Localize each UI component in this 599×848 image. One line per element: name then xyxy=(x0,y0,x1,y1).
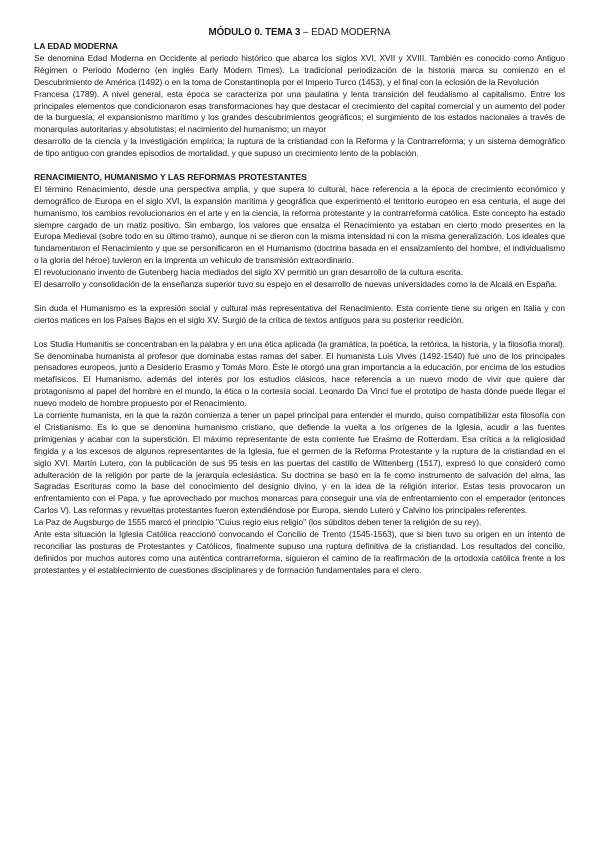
document-page xyxy=(34,26,565,577)
paragraph: Los Studia Humanitis se concentraban en la palabra y en una ética aplicada (la gramática, la poética, la retórica, la historia, y la filosofía moral). Se denominaba humanista al profesor que dominaba estas ramas del saber. El humanista Luis Vives (1492-1540) fue uno de los principales pensadores europeos, junto a Desiderio Erasmo y Tomás Moro. Éste le otorgó una gran importancia a la educación, por encima de los estudios metafísicos. El Humanismo, además del interés por los estudios clásicos, hace referencia a un nuevo modo de vivir que quiere dar protagonismo al papel del hombre en el mundo, la ética o la cortesía social. Leonardo Da Vinci fue el prototipo de hasta dónde puede llegar el nuevo modelo de hombre propuesto por el Renacimiento. xyxy=(34,338,565,409)
paragraph: La corriente humanista, en la que la razón comienza a tener un papel principal para entender el mundo, quiso compatibilizar esta filosofía con el Cristianismo. Es lo que se denomina humanismo cristiano, que defiende la vuelta a los orígenes de la Iglesia, acudir a las fuentes primigenias y acabar con la superstición. El máximo representante de esta corriente fue Erasmo de Rotterdam. Esa crítica a la religiosidad fingida y a los excesos de algunos representantes de la Iglesia, fue el germen de la Reforma Protestante y la ruptura de la cristiandad en el siglo XVI. Martín Lutero, con la publicación de sus 95 tesis en las puertas del castillo de Wittenberg (1517), expresó lo que consideró como adulteración de la religión por parte de la jerarquía eclesiástica. Su doctrina se basó en la fe como instrumento de salvación del alma, las Sagradas Escrituras como la base del conocimiento del designio divino, y en la idea de la religión interior. Estas tesis provocaron un enfrentamiento con el Papa, y fue aprovechado por muchos monarcas para conseguir una vía de enfrentamiento con el emperador (entonces Carlos V). Las reformas y revueltas protestantes fueron extendiéndose por Europa, siendo Lutero y Calvino los principales referentes. xyxy=(34,410,565,516)
paragraph: El desarrollo y consolidación de la enseñanza superior tuvo su espejo en el desarrollo de nuevas universidades como la de Alcalá en España. xyxy=(34,279,558,290)
spacer xyxy=(34,160,565,172)
paragraph: El término Renacimiento, desde una perspectiva amplia, y que supera lo cultural, hace referencia a la época de crecimiento económico y demográfico de Europa en el siglo XVI, la expansión marítima y geográfica que experimentó el territorio europeo en esa centuria, el auge del humanismo, los cambios revolucionarios en el arte y en la ciencia, la reforma protestante y la contrarreforma católica. Este concepto ha estado siempre cargado de un matiz positivo. Sin embargo, los valores que ensalza el Renacimiento ya estaban en cierto modo presentes en la Europa Medieval (sobre todo en su último tramo), aunque ni se dieron con la misma intensidad ni con la misma generalización. Los ideales que fundamentaron el Renacimiento y que se personificaron en el Humanismo (doctrina basada en el ensalzamiento del hombre, el individualismo o la gloria del héroe) tuvieron en la imprenta un vehículo de transmisión extraordinario. xyxy=(34,183,565,266)
paragraph: Francesa (1789). A nivel general, esta época se caracteriza por una paulatina y lenta transición del feudalismo al capitalismo. Entre los principales elementos que condicionaron esas transformaciones hay que destacar el crecimiento del capital comercial y un aumento del poder de la burguesía; el expansionismo marítimo y los grandes descubrimientos geográficos; el surgimiento de los estados nacionales a través de monarquías autoritarias y absolutistas; el nacimiento del humanismo; un mayor xyxy=(34,88,565,135)
paragraph: Ante esta situación la Iglesia Católica reaccionó convocando el Concilio de Trento (1545-1563), que si bien tuvo su origen en un intento de reconciliar las posturas de Protestantes y Católicos, finalmente supuso una ruptura definitiva de la cristiandad. Los resultados del concilio, definidos por muchos autores como una auténtica contrarreforma, siguieron el camino de la reafirmación de la ortodoxia católica frente a los protestantes y el establecimiento de cuestiones disciplinares y de formación fundamentales para el clero. xyxy=(34,529,565,575)
document-title xyxy=(34,26,565,39)
paragraph: El revolucionario invento de Gutenberg hacia mediados del siglo XV permitió un gran desarrollo de la cultura escrita. xyxy=(34,267,463,278)
spacer xyxy=(34,291,565,303)
title-module: MÓDULO 0. TEMA 3 xyxy=(208,27,301,38)
section-heading-edad-moderna: LA EDAD MODERNA xyxy=(34,41,118,51)
paragraph: Se denomina Edad Moderna en Occidente al periodo histórico que abarca los siglos XVI, XVII y XVIII. También es conocido como Antiguo Régimen o Periodo Moderno (en inglés Early Modern Times). La tradicional periodización de la historia marca su comienzo en el Descubrimiento de América (1492) o en la toma de Constantinopla por el Imperio Turco (1453), y el final con la eclosión de la Revolución xyxy=(34,52,565,87)
paragraph: La Paz de Augsburgo de 1555 marcó el principio "Cuius regio eius religio" (los súbditos deben tener la religión de su rey). xyxy=(34,517,482,528)
title-topic: – EDAD MODERNA xyxy=(300,27,391,38)
section-heading-renacimiento: RENACIMIENTO, HUMANISMO Y LAS REFORMAS PROTESTANTES xyxy=(34,171,307,182)
paragraph: Sin duda el Humanismo es la expresión social y cultural más representativa del Renacimiento. Esta corriente tiene su origen en Italia y con ciertos matices en los Países Bajos en el siglo XV. Surgió de la crítica de textos antiguos para su posterior reedición. xyxy=(34,302,565,325)
paragraph: desarrollo de la ciencia y la investigación empírica; la ruptura de la cristiandad con la Reforma y la Contrarreforma; y un sistema demográfico de tipo antiguo con grandes episodios de mortalidad, y que supuso un crecimiento lento de la población. xyxy=(34,136,565,159)
spacer xyxy=(34,327,565,339)
